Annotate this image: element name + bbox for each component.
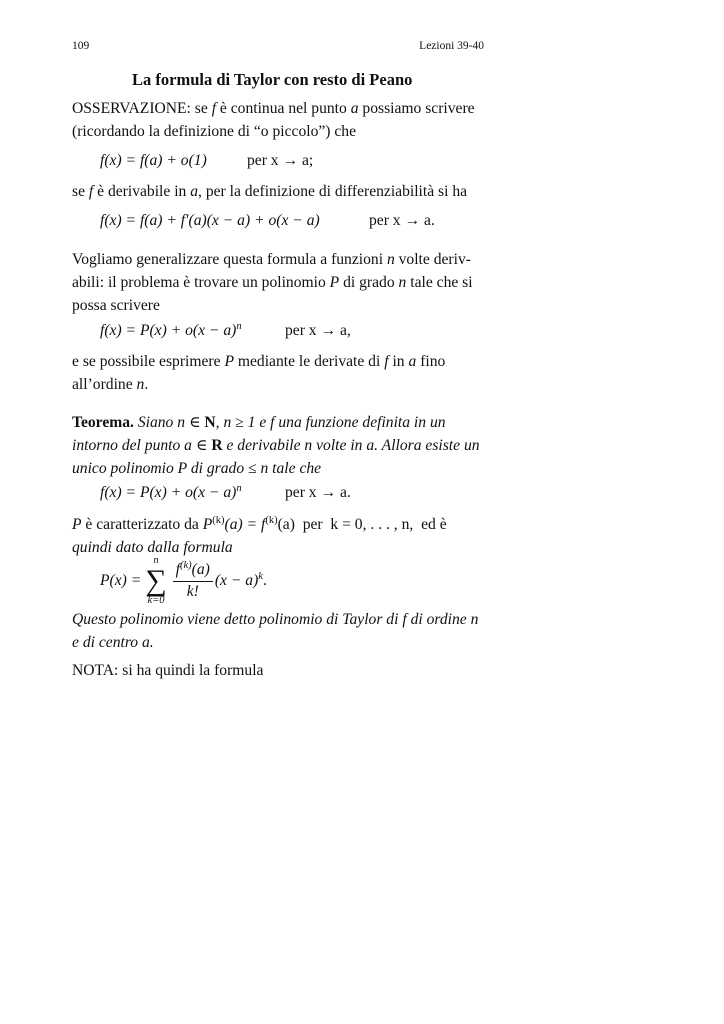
sum-upper-limit: n xyxy=(153,555,159,566)
equation-1: f(x) = f(a) + o(1) xyxy=(100,152,207,169)
equation-2-condition: per x → a. xyxy=(369,212,435,229)
equation-3: $f(x) = P(x) + o(x - a)^n$ xyxy=(100,321,242,339)
equation-5-taylor-polynomial xyxy=(100,555,267,607)
express-line-2: all’ordine n. xyxy=(72,376,149,393)
theorem-line-1: Teorema. Siano n ∈ N, n ≥ 1 e f una funzione definita in un xyxy=(72,414,446,431)
express-line-1: e se possibile esprimere P mediante le derivate di f in a fino xyxy=(72,353,446,370)
generalize-line-3: possa scrivere xyxy=(72,297,160,314)
taylor-fraction xyxy=(173,561,213,601)
characterized-line-2: quindi dato dalla formula xyxy=(72,539,233,556)
taylor-definition-line-1: Questo polinomio viene detto polinomio di Taylor di f di ordine n xyxy=(72,611,479,628)
theorem-line-3: unico polinomio P di grado ≤ n tale che xyxy=(72,460,322,477)
taylor-lhs: P(x) = xyxy=(100,572,142,589)
equation-3-condition: per x → a, xyxy=(285,322,351,339)
sum-lower-limit: k=0 xyxy=(147,595,165,606)
characterized-line-1: P è caratterizzato da $P^{(k)}(a) = f^{(k)}(a)$ per k = 0, . . . , n, ed è xyxy=(72,515,447,533)
theorem-label: Teorema. xyxy=(72,414,134,431)
equation-4-condition: per x → a. xyxy=(285,484,351,501)
theorem-line-2: intorno del punto a ∈ R e derivabile n volte in a. Allora esiste un xyxy=(72,437,480,454)
running-title: Lezioni 39-40 xyxy=(419,40,484,52)
taylor-definition-line-2: e di centro a. xyxy=(72,634,154,651)
section-title: La formula di Taylor con resto di Peano xyxy=(132,70,413,89)
summation xyxy=(145,555,166,607)
nota-line: NOTA: si ha quindi la formula xyxy=(72,662,264,679)
generalize-line-1: Vogliamo generalizzare questa formula a funzioni n volte deriv- xyxy=(72,251,471,268)
taylor-tail: $(x - a)^k$. xyxy=(214,571,267,589)
fraction-denominator: k! xyxy=(186,583,199,600)
fraction-numerator: $f^{(k)}(a)$ xyxy=(173,561,213,582)
sum-symbol: ∑ xyxy=(145,564,167,597)
generalize-line-2: abili: il problema è trovare un polinomio P di grado n tale che si xyxy=(72,274,473,291)
equation-2: f(x) = f(a) + f′(a)(x − a) + o(x − a) xyxy=(100,212,320,229)
observation-line-2: (ricordando la definizione di “o piccolo”) che xyxy=(72,123,357,140)
page-number: 109 xyxy=(72,40,90,52)
observation-line-1: OSSERVAZIONE: se f è continua nel punto a possiamo scrivere xyxy=(72,100,475,117)
equation-4: $f(x) = P(x) + o(x - a)^n$ xyxy=(100,483,242,501)
equation-1-condition: per x → a; xyxy=(247,152,314,169)
derivable-line: se f è derivabile in a, per la definizione di differenziabilità si ha xyxy=(72,183,468,200)
